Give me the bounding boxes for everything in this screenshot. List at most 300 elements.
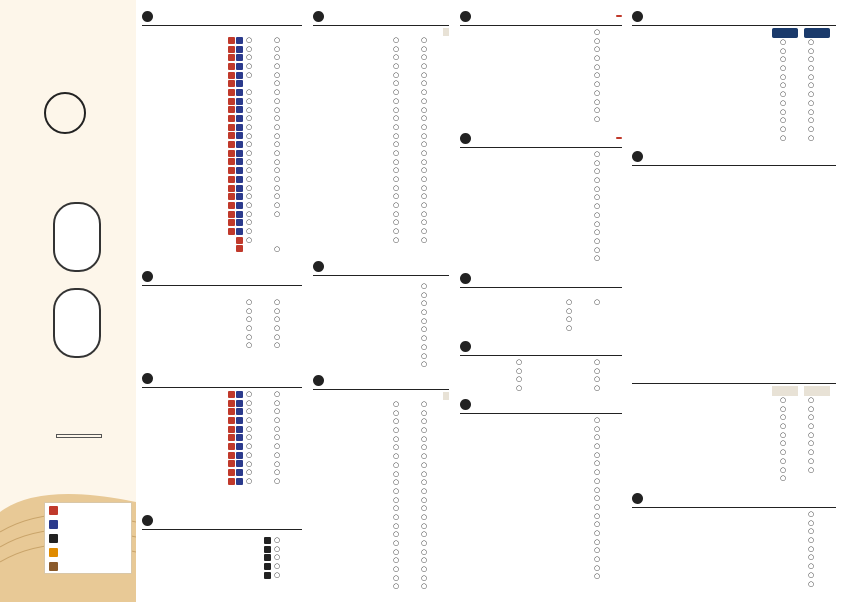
item-price — [393, 504, 421, 513]
menu-item[interactable] — [325, 166, 449, 175]
menu-item[interactable] — [325, 53, 449, 62]
menu-item[interactable] — [156, 390, 302, 399]
menu-item[interactable] — [470, 167, 622, 176]
item-price — [393, 71, 421, 80]
item-price — [808, 125, 836, 134]
menu-item[interactable] — [156, 477, 302, 486]
menu-item[interactable] — [156, 545, 302, 554]
item-price — [421, 522, 449, 531]
menu-item[interactable] — [325, 452, 449, 461]
item-price — [393, 443, 421, 452]
menu-item[interactable] — [156, 53, 302, 62]
menu-item[interactable] — [325, 218, 449, 227]
menu-item[interactable] — [156, 210, 302, 219]
item-price — [274, 545, 302, 554]
badges — [264, 546, 271, 553]
item-price — [421, 530, 449, 539]
menu-item[interactable] — [648, 405, 836, 414]
menu-item[interactable] — [325, 88, 449, 97]
menu-item[interactable] — [642, 38, 836, 47]
menu-item[interactable] — [470, 80, 622, 89]
item-price — [780, 422, 808, 431]
menu-item[interactable] — [156, 218, 302, 227]
menu-item[interactable] — [470, 228, 622, 237]
item-price — [246, 442, 274, 451]
hot-badge-icon — [228, 141, 235, 148]
item-price — [594, 228, 622, 237]
menu-item[interactable] — [642, 99, 836, 108]
item-price — [393, 210, 421, 219]
menu-item[interactable] — [470, 237, 622, 246]
menu-item[interactable] — [470, 193, 622, 202]
menu-item[interactable] — [470, 185, 622, 194]
takeout-box[interactable] — [53, 288, 101, 358]
menu-item[interactable] — [325, 548, 449, 557]
menu-item[interactable] — [156, 201, 302, 210]
item-price — [808, 81, 836, 90]
menu-item[interactable] — [156, 460, 302, 469]
menu-item[interactable] — [325, 192, 449, 201]
menu-item[interactable] — [156, 451, 302, 460]
menu-item[interactable] — [325, 308, 449, 317]
menu-item[interactable] — [470, 486, 622, 495]
item-price — [421, 334, 449, 343]
menu-item[interactable] — [156, 333, 302, 342]
coffee-section — [142, 268, 302, 350]
menu-item[interactable] — [325, 417, 449, 426]
menu-item[interactable] — [648, 545, 836, 554]
menu-item[interactable] — [470, 159, 622, 168]
menu-item[interactable] — [156, 140, 302, 149]
menu-item[interactable] — [325, 291, 449, 300]
menu-item[interactable] — [325, 343, 449, 352]
item-price — [393, 409, 421, 418]
item-price — [274, 79, 302, 88]
item-price — [780, 64, 808, 73]
menu-item[interactable] — [325, 409, 449, 418]
noodle-tag — [616, 15, 622, 17]
item-price — [246, 210, 274, 219]
menu-item[interactable] — [325, 504, 449, 513]
item-price — [274, 477, 302, 486]
menu-item[interactable] — [156, 571, 302, 580]
item-price — [246, 307, 274, 316]
menu-item[interactable] — [325, 106, 449, 115]
menu-item[interactable] — [470, 477, 622, 486]
menu-item[interactable] — [325, 400, 449, 409]
menu-item[interactable] — [325, 62, 449, 71]
item-price — [421, 175, 449, 184]
french-section — [460, 338, 622, 393]
menu-item[interactable] — [642, 81, 836, 90]
menu-item[interactable] — [470, 246, 622, 255]
menu-item[interactable] — [470, 54, 622, 63]
item-price — [421, 192, 449, 201]
menu-item[interactable] — [470, 468, 622, 477]
menu-item[interactable] — [156, 45, 302, 54]
menu-item[interactable] — [470, 442, 622, 451]
menu-item[interactable] — [156, 149, 302, 158]
menu-item[interactable] — [648, 466, 836, 475]
menu-item[interactable] — [156, 245, 302, 254]
menu-item[interactable] — [325, 210, 449, 219]
item-price — [421, 132, 449, 141]
menu-item[interactable] — [156, 416, 302, 425]
menu-item[interactable] — [648, 519, 836, 528]
item-price — [421, 71, 449, 80]
menu-item[interactable] — [648, 431, 836, 440]
menu-item[interactable] — [470, 367, 544, 376]
item-price — [274, 536, 302, 545]
menu-item[interactable] — [325, 443, 449, 452]
item-price — [246, 298, 274, 307]
item-price — [274, 71, 302, 80]
item-price — [246, 227, 274, 236]
col-dapao — [804, 386, 830, 396]
menu-item[interactable] — [470, 71, 622, 80]
menu-item[interactable] — [325, 282, 449, 291]
menu-item[interactable] — [648, 422, 836, 431]
menu-item[interactable] — [470, 298, 622, 307]
menu-item[interactable] — [156, 62, 302, 71]
menu-item[interactable] — [648, 562, 836, 571]
item-price — [274, 390, 302, 399]
cold-badge-icon — [236, 115, 243, 122]
menu-item[interactable] — [470, 494, 622, 503]
menu-item[interactable] — [156, 227, 302, 236]
menu-item[interactable] — [325, 556, 449, 565]
menu-item[interactable] — [470, 63, 622, 72]
menu-item[interactable] — [470, 384, 544, 393]
col-white — [804, 28, 830, 38]
menu-item[interactable] — [548, 384, 622, 393]
item-price — [393, 218, 421, 227]
item-price — [274, 433, 302, 442]
menu-item[interactable] — [648, 510, 836, 519]
menu-item[interactable] — [470, 416, 622, 425]
menu-item[interactable] — [156, 553, 302, 562]
menu-item[interactable] — [156, 468, 302, 477]
menu-item[interactable] — [156, 425, 302, 434]
badges — [236, 237, 243, 244]
menu-item[interactable] — [325, 36, 449, 45]
menu-item[interactable] — [642, 116, 836, 125]
menu-item[interactable] — [548, 375, 622, 384]
menu-item[interactable] — [156, 114, 302, 123]
bread-icon — [460, 273, 471, 284]
menu-item[interactable] — [470, 115, 622, 124]
menu-item[interactable] — [156, 341, 302, 350]
menu-item[interactable] — [648, 439, 836, 448]
menu-item[interactable] — [325, 45, 449, 54]
cold-badge-icon — [236, 167, 243, 174]
item-price — [274, 236, 302, 245]
menu-item[interactable] — [325, 360, 449, 369]
menu-item[interactable] — [648, 580, 836, 589]
menu-item[interactable] — [156, 407, 302, 416]
menu-item[interactable] — [648, 396, 836, 405]
menu-item[interactable] — [325, 574, 449, 583]
menu-item[interactable] — [156, 79, 302, 88]
badges — [228, 452, 243, 459]
menu-item[interactable] — [470, 433, 622, 442]
menu-item[interactable] — [470, 529, 622, 538]
item-price — [594, 63, 622, 72]
menu-item[interactable] — [470, 220, 622, 229]
item-price — [594, 416, 622, 425]
hot-badge-icon — [228, 193, 235, 200]
item-price — [808, 396, 836, 405]
badges — [228, 176, 243, 183]
menu-item[interactable] — [470, 425, 622, 434]
menu-item[interactable] — [470, 28, 622, 37]
menu-item[interactable] — [470, 503, 622, 512]
item-price — [594, 307, 622, 316]
badges — [228, 141, 243, 148]
menu-item[interactable] — [470, 538, 622, 547]
menu-item[interactable] — [325, 530, 449, 539]
menu-item[interactable] — [642, 73, 836, 82]
menu-item[interactable] — [648, 527, 836, 536]
badges — [264, 563, 271, 570]
menu-item[interactable] — [648, 536, 836, 545]
menu-item[interactable] — [325, 352, 449, 361]
menu-item[interactable] — [470, 546, 622, 555]
menu-item[interactable] — [325, 227, 449, 236]
menu-item[interactable] — [325, 582, 449, 591]
menu-item[interactable] — [470, 520, 622, 529]
item-price — [421, 201, 449, 210]
menu-item[interactable] — [470, 512, 622, 521]
drinks-section — [142, 8, 302, 253]
item-price — [274, 425, 302, 434]
item-price — [594, 486, 622, 495]
badges — [228, 426, 243, 433]
badges — [228, 37, 243, 44]
menu-item[interactable] — [325, 461, 449, 470]
menu-item[interactable] — [325, 149, 449, 158]
item-price — [393, 114, 421, 123]
menu-item[interactable] — [648, 474, 836, 483]
menu-item[interactable] — [156, 562, 302, 571]
coffee-icon — [142, 271, 153, 282]
item-price — [274, 553, 302, 562]
menu-item[interactable] — [470, 106, 622, 115]
item-price — [274, 97, 302, 106]
hot-badge-icon — [228, 185, 235, 192]
menu-item[interactable] — [156, 399, 302, 408]
menu-item[interactable] — [325, 236, 449, 245]
legend-row — [45, 545, 131, 559]
desk-number-box[interactable] — [53, 202, 101, 272]
menu-item[interactable] — [648, 457, 836, 466]
item-price — [594, 45, 622, 54]
menu-item[interactable] — [156, 132, 302, 141]
menu-item[interactable] — [470, 37, 622, 46]
menu-item[interactable] — [470, 176, 622, 185]
item-price — [780, 125, 808, 134]
item-price — [594, 512, 622, 521]
menu-item[interactable] — [325, 539, 449, 548]
menu-item[interactable] — [470, 564, 622, 573]
menu-item[interactable] — [648, 571, 836, 580]
menu-item[interactable] — [156, 184, 302, 193]
hot-badge-icon — [228, 478, 235, 485]
menu-item[interactable] — [470, 451, 622, 460]
item-price — [393, 530, 421, 539]
item-price — [808, 422, 836, 431]
menu-item[interactable] — [470, 358, 544, 367]
menu-item[interactable] — [470, 89, 622, 98]
cold-badge-icon — [236, 469, 243, 476]
menu-item[interactable] — [470, 375, 544, 384]
item-price — [274, 175, 302, 184]
hot-badge-icon — [228, 417, 235, 424]
menu-item[interactable] — [470, 202, 622, 211]
fixed-badge-icon — [264, 563, 271, 570]
menu-item[interactable] — [156, 36, 302, 45]
badges — [228, 211, 243, 218]
badges — [228, 443, 243, 450]
item-price — [274, 62, 302, 71]
beef-stamp — [56, 434, 102, 438]
menu-item[interactable] — [648, 448, 836, 457]
item-price — [393, 106, 421, 115]
menu-item[interactable] — [325, 317, 449, 326]
menu-item[interactable] — [648, 413, 836, 422]
menu-item[interactable] — [156, 315, 302, 324]
menu-item[interactable] — [325, 140, 449, 149]
item-price — [393, 426, 421, 435]
menu-item[interactable] — [156, 175, 302, 184]
honey-section — [142, 512, 302, 579]
item-price — [274, 407, 302, 416]
item-price — [594, 555, 622, 564]
menu-item[interactable] — [156, 71, 302, 80]
menu-item[interactable] — [156, 236, 302, 245]
menu-item[interactable] — [470, 315, 622, 324]
eggpie-tag — [443, 28, 449, 36]
menu-item[interactable] — [325, 334, 449, 343]
menu-item[interactable] — [325, 79, 449, 88]
menu-item[interactable] — [470, 459, 622, 468]
menu-item[interactable] — [156, 442, 302, 451]
menu-item[interactable] — [642, 125, 836, 134]
menu-item[interactable] — [470, 307, 622, 316]
menu-item[interactable] — [156, 433, 302, 442]
menu-item[interactable] — [156, 166, 302, 175]
item-price — [780, 99, 808, 108]
menu-item[interactable] — [642, 64, 836, 73]
hot-badge-icon — [228, 228, 235, 235]
cold-badge-icon — [236, 150, 243, 157]
item-price — [594, 384, 622, 393]
menu-item[interactable] — [156, 307, 302, 316]
menu-item[interactable] — [648, 553, 836, 562]
item-price — [393, 97, 421, 106]
menu-item[interactable] — [470, 98, 622, 107]
item-price — [393, 556, 421, 565]
item-price — [421, 114, 449, 123]
menu-item[interactable] — [156, 298, 302, 307]
menu-item[interactable] — [325, 565, 449, 574]
menu-item[interactable] — [325, 201, 449, 210]
menu-item[interactable] — [325, 175, 449, 184]
hot-badge-icon — [228, 124, 235, 131]
menu-item[interactable] — [156, 324, 302, 333]
menu-item[interactable] — [156, 192, 302, 201]
item-price — [594, 433, 622, 442]
menu-item[interactable] — [325, 325, 449, 334]
menu-item[interactable] — [470, 572, 622, 581]
item-price — [421, 53, 449, 62]
item-price — [246, 71, 274, 80]
menu-item[interactable] — [156, 97, 302, 106]
menu-item[interactable] — [325, 114, 449, 123]
menu-item[interactable] — [642, 134, 836, 143]
menu-item[interactable] — [470, 324, 622, 333]
menu-item[interactable] — [470, 211, 622, 220]
item-price — [246, 324, 274, 333]
menu-item[interactable] — [325, 426, 449, 435]
menu-item[interactable] — [156, 106, 302, 115]
col-m — [246, 28, 274, 36]
menu-item[interactable] — [470, 254, 622, 263]
menu-item[interactable] — [325, 299, 449, 308]
menu-item[interactable] — [642, 90, 836, 99]
menu-item[interactable] — [156, 536, 302, 545]
menu-item[interactable] — [548, 358, 622, 367]
item-price — [393, 522, 421, 531]
item-price — [246, 315, 274, 324]
hot-badge-icon — [228, 150, 235, 157]
menu-item[interactable] — [470, 45, 622, 54]
menu-item[interactable] — [470, 150, 622, 159]
menu-item[interactable] — [325, 132, 449, 141]
item-price — [274, 88, 302, 97]
hot-badge-icon — [228, 211, 235, 218]
menu-item[interactable] — [642, 47, 836, 56]
menu-item[interactable] — [642, 108, 836, 117]
menu-item[interactable] — [470, 555, 622, 564]
menu-item[interactable] — [325, 184, 449, 193]
item-price — [274, 571, 302, 580]
menu-item[interactable] — [325, 522, 449, 531]
menu-item[interactable] — [548, 367, 622, 376]
menu-item[interactable] — [325, 158, 449, 167]
cold-badge-icon — [236, 193, 243, 200]
menu-item[interactable] — [156, 123, 302, 132]
menu-item[interactable] — [325, 123, 449, 132]
menu-item[interactable] — [325, 71, 449, 80]
item-price — [421, 582, 449, 591]
menu-item[interactable] — [325, 487, 449, 496]
item-price — [393, 79, 421, 88]
item-price — [808, 90, 836, 99]
sando-sub — [632, 28, 638, 38]
item-price — [246, 114, 274, 123]
menu-item[interactable] — [325, 97, 449, 106]
item-price — [274, 218, 302, 227]
menu-item[interactable] — [325, 478, 449, 487]
menu-item[interactable] — [642, 55, 836, 64]
menu-item[interactable] — [325, 513, 449, 522]
menu-item[interactable] — [325, 496, 449, 505]
menu-item[interactable] — [325, 435, 449, 444]
menu-item[interactable] — [156, 88, 302, 97]
menu-item[interactable] — [325, 470, 449, 479]
menu-item[interactable] — [156, 158, 302, 167]
